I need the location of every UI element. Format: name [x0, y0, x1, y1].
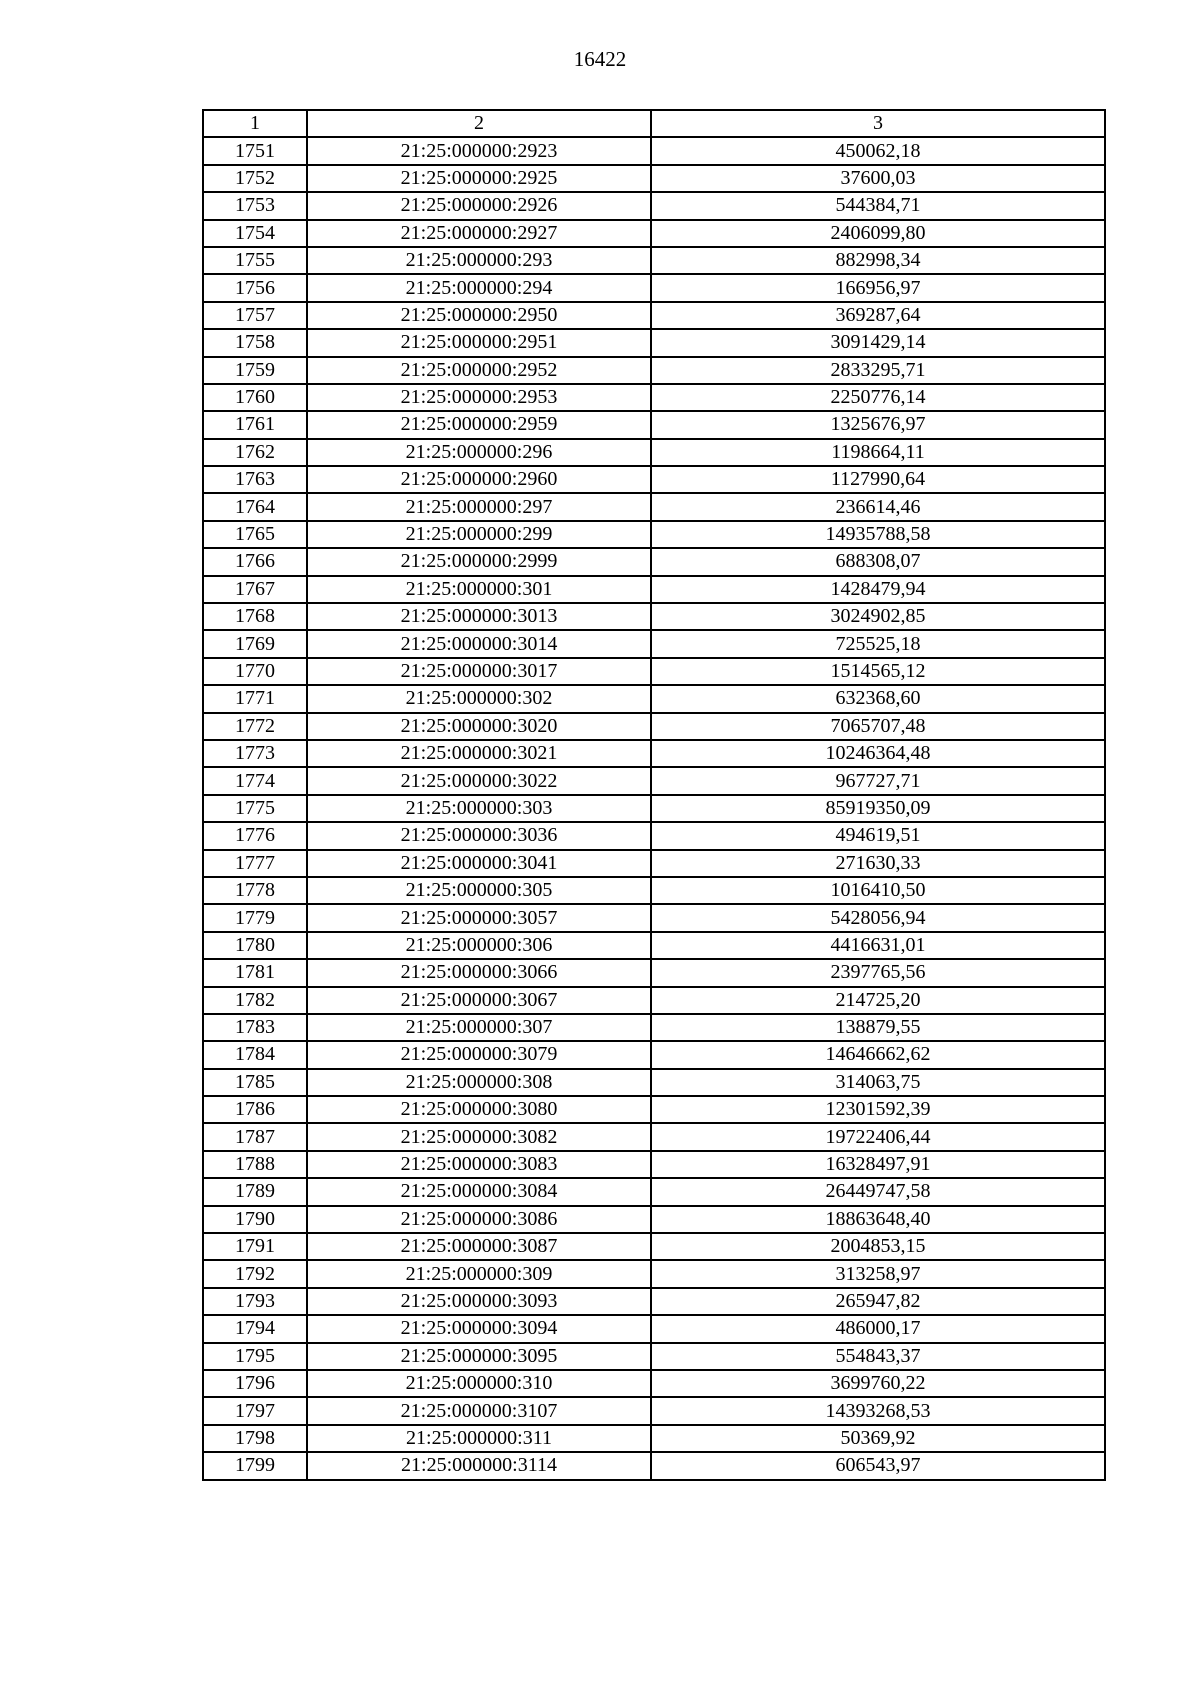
table-row: [203, 220, 1105, 247]
value-cell: 314063,75: [651, 1069, 1105, 1096]
row-number-cell: 1793: [203, 1288, 307, 1315]
cadastral-number-cell: 21:25:000000:2952: [307, 357, 651, 384]
row-number-cell: 1765: [203, 521, 307, 548]
table-row: [203, 767, 1105, 794]
row-number-cell: 1756: [203, 274, 307, 301]
cadastral-number-cell: 21:25:000000:3066: [307, 959, 651, 986]
value-cell: 606543,97: [651, 1452, 1105, 1479]
row-number-cell: 1775: [203, 795, 307, 822]
table-row: [203, 274, 1105, 301]
value-cell: 37600,03: [651, 165, 1105, 192]
table-row: [203, 439, 1105, 466]
row-number-cell: 1780: [203, 932, 307, 959]
cadastral-number-cell: 21:25:000000:2999: [307, 548, 651, 575]
row-number-cell: 1776: [203, 822, 307, 849]
row-number-cell: 1788: [203, 1151, 307, 1178]
table-row: [203, 357, 1105, 384]
value-cell: 369287,64: [651, 302, 1105, 329]
cadastral-number-cell: 21:25:000000:2927: [307, 220, 651, 247]
value-cell: 12301592,39: [651, 1096, 1105, 1123]
cadastral-number-cell: 21:25:000000:3021: [307, 740, 651, 767]
cadastral-number-cell: 21:25:000000:299: [307, 521, 651, 548]
value-cell: 14935788,58: [651, 521, 1105, 548]
table-row: [203, 1260, 1105, 1287]
column-header-1: 1: [203, 110, 307, 137]
value-cell: 3024902,85: [651, 603, 1105, 630]
cadastral-number-cell: 21:25:000000:3057: [307, 904, 651, 931]
cadastral-number-cell: 21:25:000000:2926: [307, 192, 651, 219]
cadastral-number-cell: 21:25:000000:3022: [307, 767, 651, 794]
table-row: [203, 850, 1105, 877]
value-cell: 2397765,56: [651, 959, 1105, 986]
row-number-cell: 1768: [203, 603, 307, 630]
cadastral-number-cell: 21:25:000000:3107: [307, 1397, 651, 1424]
cadastral-number-cell: 21:25:000000:297: [307, 493, 651, 520]
value-cell: 1016410,50: [651, 877, 1105, 904]
column-header-3: 3: [651, 110, 1105, 137]
row-number-cell: 1790: [203, 1206, 307, 1233]
column-header-2: 2: [307, 110, 651, 137]
table-header-row: [203, 110, 1105, 137]
cadastral-number-cell: 21:25:000000:311: [307, 1425, 651, 1452]
value-cell: 85919350,09: [651, 795, 1105, 822]
table-row: [203, 1288, 1105, 1315]
table-row: [203, 1096, 1105, 1123]
cadastral-number-cell: 21:25:000000:303: [307, 795, 651, 822]
value-cell: 50369,92: [651, 1425, 1105, 1452]
table-row: [203, 877, 1105, 904]
row-number-cell: 1773: [203, 740, 307, 767]
value-cell: 632368,60: [651, 685, 1105, 712]
value-cell: 450062,18: [651, 137, 1105, 164]
row-number-cell: 1779: [203, 904, 307, 931]
value-cell: 544384,71: [651, 192, 1105, 219]
table-row: [203, 521, 1105, 548]
row-number-cell: 1766: [203, 548, 307, 575]
table-row: [203, 822, 1105, 849]
cadastral-number-cell: 21:25:000000:310: [307, 1370, 651, 1397]
row-number-cell: 1762: [203, 439, 307, 466]
cadastral-number-cell: 21:25:000000:2951: [307, 329, 651, 356]
row-number-cell: 1757: [203, 302, 307, 329]
table-row: [203, 493, 1105, 520]
cadastral-number-cell: 21:25:000000:3036: [307, 822, 651, 849]
row-number-cell: 1777: [203, 850, 307, 877]
table-row: [203, 1123, 1105, 1150]
table-row: [203, 466, 1105, 493]
value-cell: 236614,46: [651, 493, 1105, 520]
row-number-cell: 1764: [203, 493, 307, 520]
row-number-cell: 1789: [203, 1178, 307, 1205]
cadastral-number-cell: 21:25:000000:3094: [307, 1315, 651, 1342]
cadastral-number-cell: 21:25:000000:3067: [307, 987, 651, 1014]
cadastral-number-cell: 21:25:000000:3084: [307, 1178, 651, 1205]
value-cell: 10246364,48: [651, 740, 1105, 767]
value-cell: 1127990,64: [651, 466, 1105, 493]
table-row: [203, 658, 1105, 685]
cadastral-number-cell: 21:25:000000:3014: [307, 630, 651, 657]
value-cell: 14393268,53: [651, 1397, 1105, 1424]
row-number-cell: 1791: [203, 1233, 307, 1260]
cadastral-number-cell: 21:25:000000:301: [307, 576, 651, 603]
cadastral-number-cell: 21:25:000000:3013: [307, 603, 651, 630]
table-row: [203, 1397, 1105, 1424]
value-cell: 2833295,71: [651, 357, 1105, 384]
value-cell: 1325676,97: [651, 411, 1105, 438]
row-number-cell: 1798: [203, 1425, 307, 1452]
page-number: 16422: [573, 47, 627, 71]
row-number-cell: 1758: [203, 329, 307, 356]
value-cell: 2250776,14: [651, 384, 1105, 411]
value-cell: 18863648,40: [651, 1206, 1105, 1233]
table-row: [203, 1315, 1105, 1342]
table-row: [203, 1370, 1105, 1397]
cadastral-number-cell: 21:25:000000:3017: [307, 658, 651, 685]
cadastral-number-cell: 21:25:000000:308: [307, 1069, 651, 1096]
value-cell: 3699760,22: [651, 1370, 1105, 1397]
value-cell: 19722406,44: [651, 1123, 1105, 1150]
row-number-cell: 1786: [203, 1096, 307, 1123]
table-row: [203, 1343, 1105, 1370]
table-row: [203, 411, 1105, 438]
value-cell: 725525,18: [651, 630, 1105, 657]
value-cell: 1198664,11: [651, 439, 1105, 466]
table-body: [203, 137, 1105, 1479]
cadastral-number-cell: 21:25:000000:296: [307, 439, 651, 466]
row-number-cell: 1778: [203, 877, 307, 904]
cadastral-number-cell: 21:25:000000:3079: [307, 1041, 651, 1068]
cadastral-number-cell: 21:25:000000:2953: [307, 384, 651, 411]
value-cell: 1428479,94: [651, 576, 1105, 603]
value-cell: 2004853,15: [651, 1233, 1105, 1260]
row-number-cell: 1754: [203, 220, 307, 247]
table-row: [203, 1151, 1105, 1178]
value-cell: 1514565,12: [651, 658, 1105, 685]
table-row: [203, 603, 1105, 630]
row-number-cell: 1770: [203, 658, 307, 685]
cadastral-number-cell: 21:25:000000:3083: [307, 1151, 651, 1178]
cadastral-number-cell: 21:25:000000:3080: [307, 1096, 651, 1123]
value-cell: 7065707,48: [651, 713, 1105, 740]
row-number-cell: 1771: [203, 685, 307, 712]
table-row: [203, 329, 1105, 356]
cadastral-number-cell: 21:25:000000:294: [307, 274, 651, 301]
row-number-cell: 1783: [203, 1014, 307, 1041]
row-number-cell: 1767: [203, 576, 307, 603]
value-cell: 313258,97: [651, 1260, 1105, 1287]
cadastral-number-cell: 21:25:000000:305: [307, 877, 651, 904]
row-number-cell: 1761: [203, 411, 307, 438]
cadastral-number-cell: 21:25:000000:3093: [307, 1288, 651, 1315]
value-cell: 265947,82: [651, 1288, 1105, 1315]
cadastral-number-cell: 21:25:000000:2923: [307, 137, 651, 164]
table-row: [203, 904, 1105, 931]
table-row: [203, 548, 1105, 575]
row-number-cell: 1769: [203, 630, 307, 657]
table-row: [203, 740, 1105, 767]
value-cell: 494619,51: [651, 822, 1105, 849]
row-number-cell: 1760: [203, 384, 307, 411]
row-number-cell: 1797: [203, 1397, 307, 1424]
table-row: [203, 1206, 1105, 1233]
row-number-cell: 1781: [203, 959, 307, 986]
table-row: [203, 932, 1105, 959]
cadastral-number-cell: 21:25:000000:293: [307, 247, 651, 274]
table-row: [203, 1069, 1105, 1096]
table-row: [203, 1452, 1105, 1479]
value-cell: 486000,17: [651, 1315, 1105, 1342]
table-row: [203, 1233, 1105, 1260]
cadastral-number-cell: 21:25:000000:3082: [307, 1123, 651, 1150]
value-cell: 2406099,80: [651, 220, 1105, 247]
value-cell: 5428056,94: [651, 904, 1105, 931]
value-cell: 554843,37: [651, 1343, 1105, 1370]
value-cell: 882998,34: [651, 247, 1105, 274]
row-number-cell: 1787: [203, 1123, 307, 1150]
value-cell: 4416631,01: [651, 932, 1105, 959]
cadastral-number-cell: 21:25:000000:3087: [307, 1233, 651, 1260]
row-number-cell: 1755: [203, 247, 307, 274]
row-number-cell: 1796: [203, 1370, 307, 1397]
table-row: [203, 247, 1105, 274]
table-row: [203, 1041, 1105, 1068]
table-row: [203, 987, 1105, 1014]
row-number-cell: 1759: [203, 357, 307, 384]
cadastral-number-cell: 21:25:000000:2950: [307, 302, 651, 329]
cadastral-number-cell: 21:25:000000:302: [307, 685, 651, 712]
value-cell: 16328497,91: [651, 1151, 1105, 1178]
value-cell: 3091429,14: [651, 329, 1105, 356]
cadastral-number-cell: 21:25:000000:3095: [307, 1343, 651, 1370]
row-number-cell: 1794: [203, 1315, 307, 1342]
row-number-cell: 1774: [203, 767, 307, 794]
register-table: [202, 109, 1106, 1481]
table-row: [203, 165, 1105, 192]
cadastral-number-cell: 21:25:000000:307: [307, 1014, 651, 1041]
row-number-cell: 1782: [203, 987, 307, 1014]
value-cell: 138879,55: [651, 1014, 1105, 1041]
cadastral-number-cell: 21:25:000000:3114: [307, 1452, 651, 1479]
table-row: [203, 192, 1105, 219]
table-row: [203, 959, 1105, 986]
cadastral-number-cell: 21:25:000000:3020: [307, 713, 651, 740]
cadastral-number-cell: 21:25:000000:3086: [307, 1206, 651, 1233]
table-row: [203, 302, 1105, 329]
cadastral-number-cell: 21:25:000000:309: [307, 1260, 651, 1287]
table-row: [203, 1014, 1105, 1041]
row-number-cell: 1792: [203, 1260, 307, 1287]
row-number-cell: 1753: [203, 192, 307, 219]
value-cell: 166956,97: [651, 274, 1105, 301]
row-number-cell: 1763: [203, 466, 307, 493]
row-number-cell: 1795: [203, 1343, 307, 1370]
table-row: [203, 576, 1105, 603]
cadastral-number-cell: 21:25:000000:3041: [307, 850, 651, 877]
value-cell: 14646662,62: [651, 1041, 1105, 1068]
value-cell: 271630,33: [651, 850, 1105, 877]
row-number-cell: 1799: [203, 1452, 307, 1479]
table-row: [203, 713, 1105, 740]
table-row: [203, 1425, 1105, 1452]
row-number-cell: 1772: [203, 713, 307, 740]
row-number-cell: 1752: [203, 165, 307, 192]
row-number-cell: 1784: [203, 1041, 307, 1068]
cadastral-number-cell: 21:25:000000:2959: [307, 411, 651, 438]
table-row: [203, 1178, 1105, 1205]
value-cell: 967727,71: [651, 767, 1105, 794]
table-row: [203, 685, 1105, 712]
cadastral-number-cell: 21:25:000000:2925: [307, 165, 651, 192]
cadastral-number-cell: 21:25:000000:306: [307, 932, 651, 959]
cadastral-number-cell: 21:25:000000:2960: [307, 466, 651, 493]
table-row: [203, 630, 1105, 657]
value-cell: 26449747,58: [651, 1178, 1105, 1205]
row-number-cell: 1785: [203, 1069, 307, 1096]
value-cell: 214725,20: [651, 987, 1105, 1014]
table-row: [203, 795, 1105, 822]
table-row: [203, 137, 1105, 164]
row-number-cell: 1751: [203, 137, 307, 164]
value-cell: 688308,07: [651, 548, 1105, 575]
table-row: [203, 384, 1105, 411]
